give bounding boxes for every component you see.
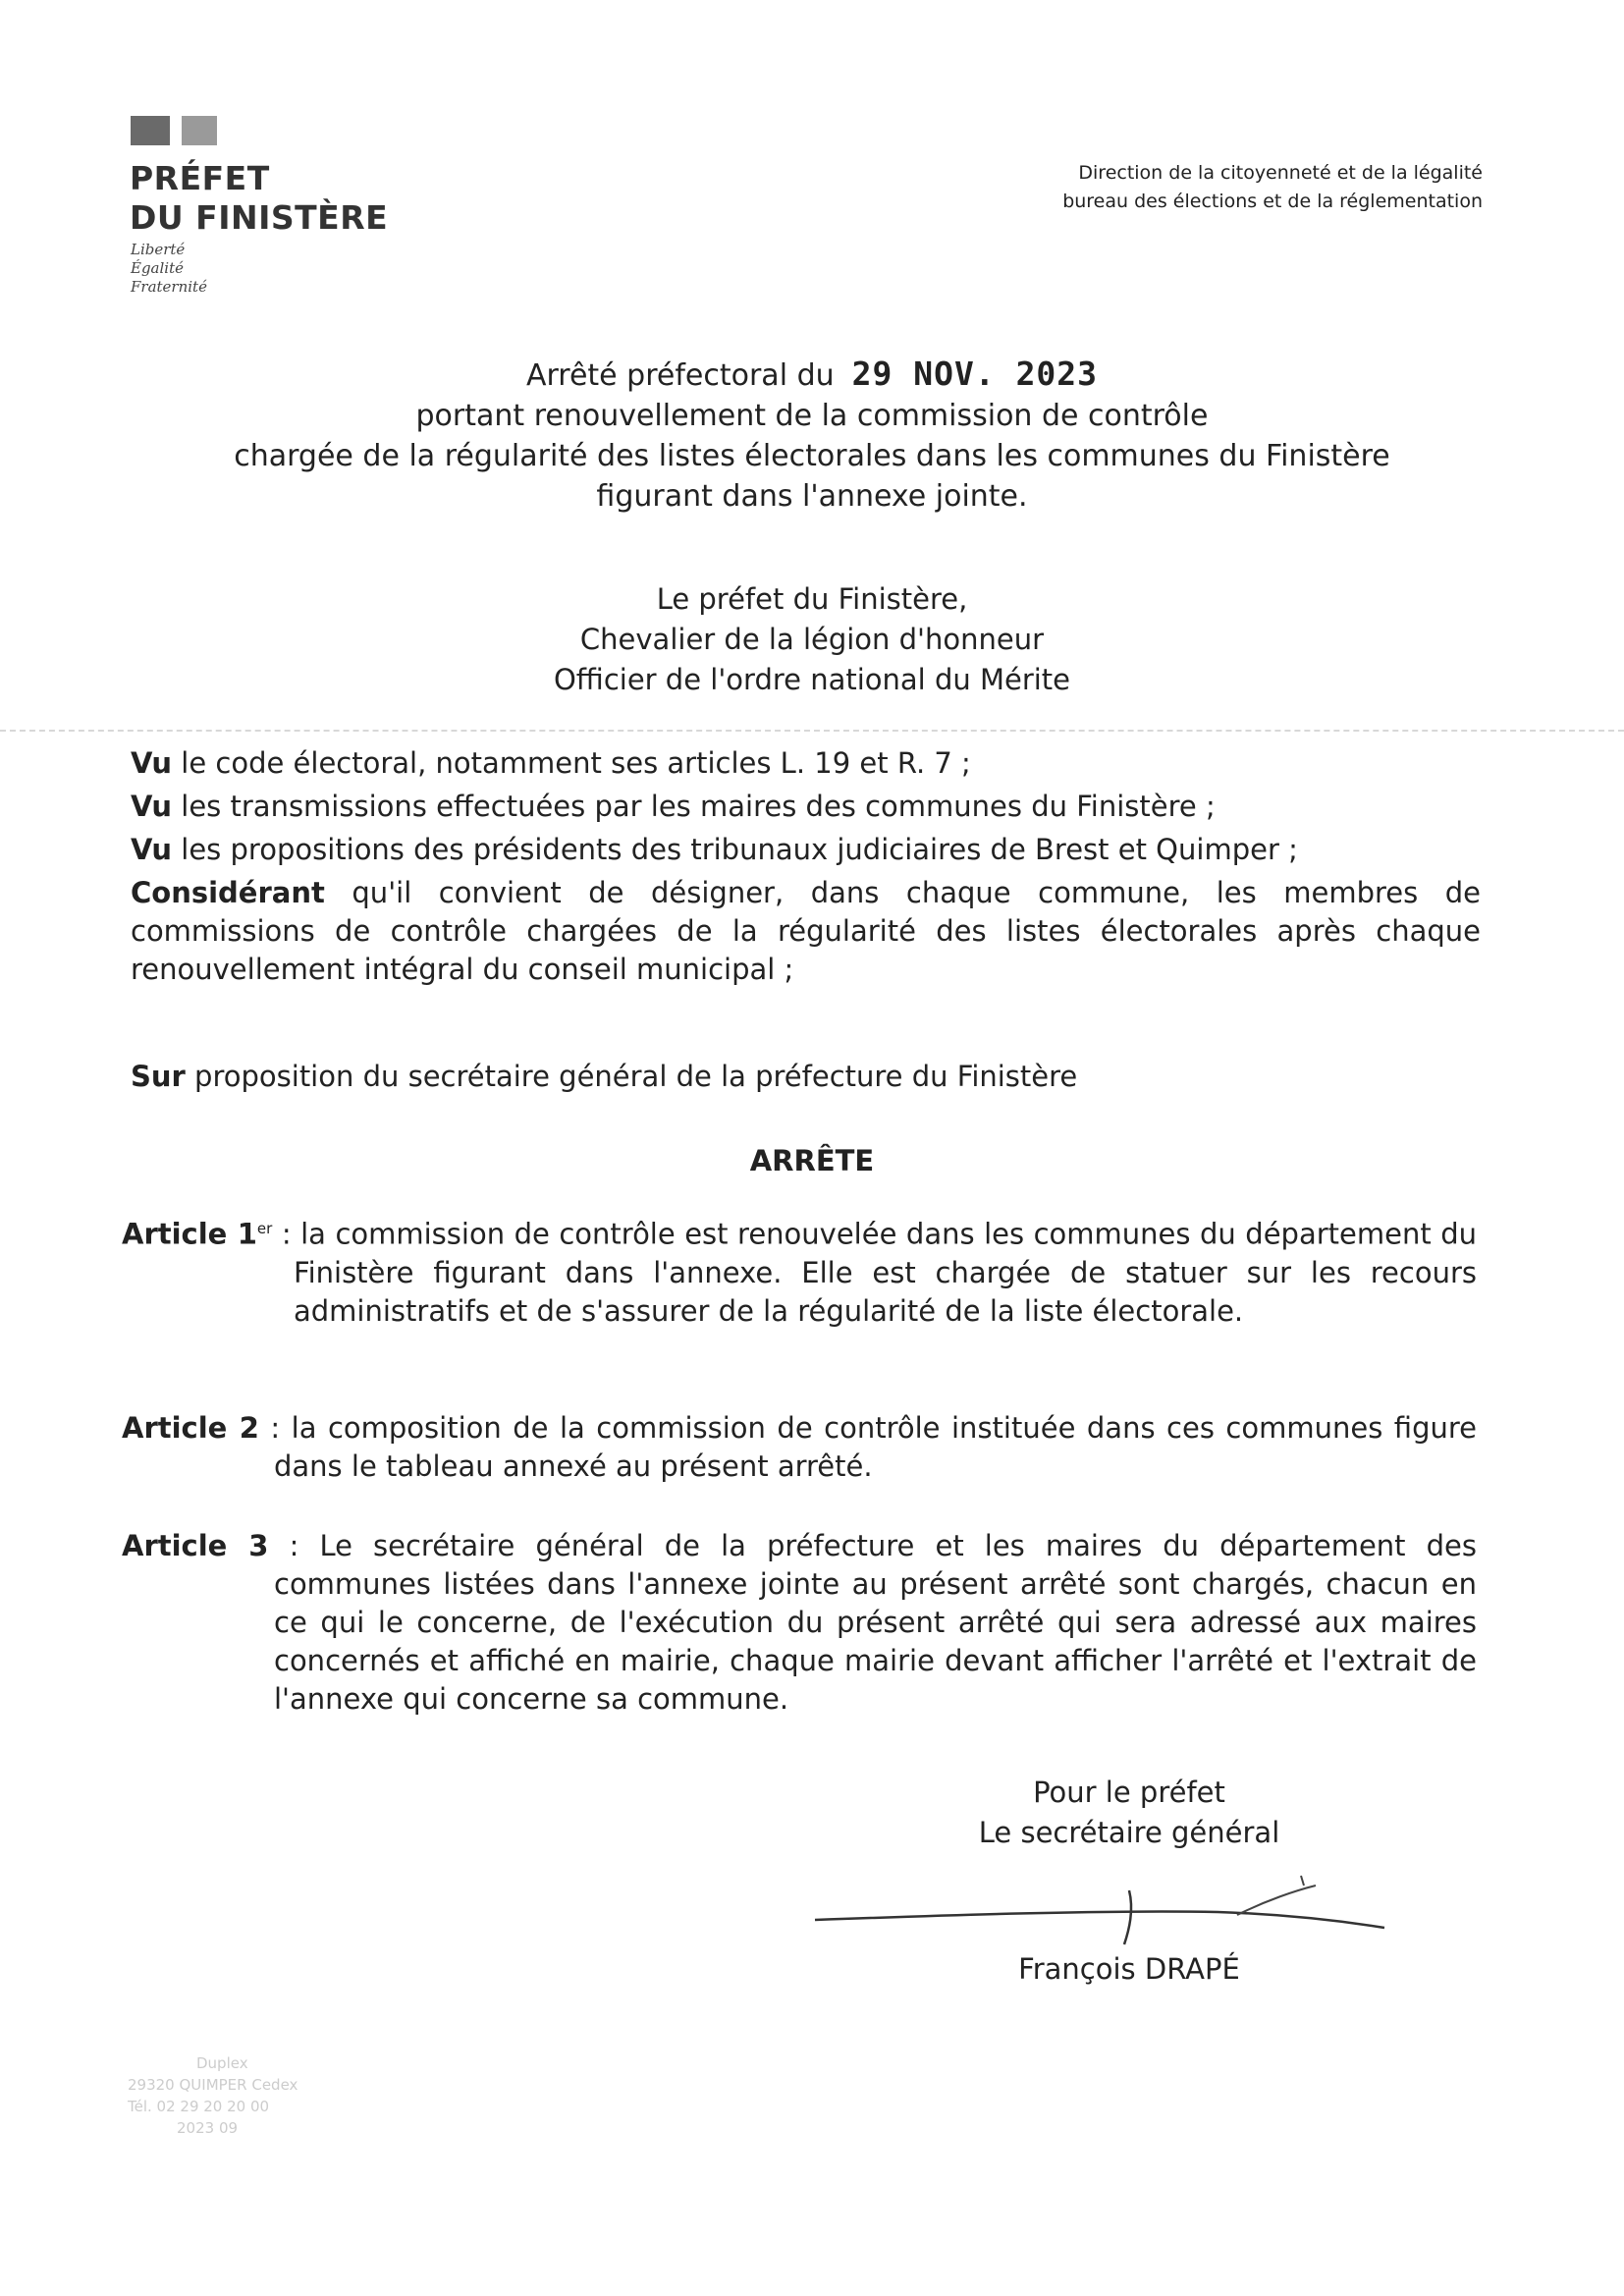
article-label: Article 2 (122, 1411, 259, 1445)
article-text: la commission de contrôle est renouvelée dans les communes du département du Finistère figurant dans l'annexe. Elle est chargée de statuer sur les recours administratifs et de s'assurer de la régularité de la liste électorale. (294, 1217, 1477, 1328)
motto (131, 241, 207, 297)
issuing-direction (1062, 159, 1483, 216)
handwritten-signature (805, 1871, 1394, 1959)
article-sep: : (272, 1217, 301, 1251)
prefect-titles (0, 579, 1624, 700)
motto-fraternite: Fraternité (131, 278, 207, 296)
prefect-line3: Officier de l'ordre national du Mérite (553, 663, 1071, 696)
motto-egalite: Égalité (131, 259, 184, 277)
article-1 (122, 1210, 1477, 1331)
date-stamp: 29 NOV. 2023 (851, 355, 1099, 393)
article-3 (122, 1527, 1477, 1719)
article-sup: er (256, 1220, 273, 1237)
visa-lead: Vu (131, 790, 173, 823)
visa-lead: Vu (131, 746, 173, 780)
proposal-text: proposition du secrétaire général de la préfecture du Finistère (185, 1060, 1078, 1093)
signatory-name: François DRAPÉ (1018, 1952, 1240, 1986)
proposal (131, 1058, 1481, 1096)
footer-line4: 2023 09 (177, 2119, 239, 2137)
visa-text: les propositions des présidents des tribunaux judiciaires de Brest et Quimper ; (172, 833, 1298, 866)
title-prefix: Arrêté préfectoral du (525, 358, 835, 393)
motto-liberte: Liberté (131, 241, 186, 258)
article-text: la composition de la commission de contrôle instituée dans ces communes figure dans le tableau annexé au présent arrêté. (274, 1411, 1477, 1483)
visa-1 (131, 744, 1481, 783)
visa-text: les transmissions effectuées par les maires des communes du Finistère ; (172, 790, 1216, 823)
visa-text: le code électoral, notamment ses articles L. 19 et R. 7 ; (172, 746, 971, 780)
article-2 (122, 1409, 1477, 1486)
document-title (0, 354, 1624, 517)
prefet-logo-title (130, 159, 388, 238)
visa-lead: Vu (131, 833, 173, 866)
article-label: Article 1 (122, 1217, 257, 1251)
title-line2: portant renouvellement de la commission de contrôle (415, 399, 1209, 433)
article-sep: : (258, 1411, 292, 1445)
article-sep: : (268, 1529, 320, 1562)
title-line3: chargée de la régularité des listes électorales dans les communes du Finistère (234, 439, 1390, 473)
scan-divider (0, 730, 1624, 732)
direction-line2: bureau des élections et de la réglementation (1062, 191, 1483, 212)
prefect-line2: Chevalier de la légion d'honneur (579, 623, 1045, 656)
footer-line3: Tél. 02 29 20 20 00 (128, 2098, 270, 2115)
footer-line2: 29320 QUIMPER Cedex (128, 2076, 298, 2094)
direction-line1: Direction de la citoyenneté et de la légalité (1078, 162, 1483, 184)
signature-line1: Pour le préfet (1033, 1776, 1225, 1809)
signature-block (962, 1773, 1296, 1853)
logo-title-line2: DU FINISTÈRE (130, 198, 389, 237)
article-label: Article 3 (122, 1529, 269, 1562)
visa-2 (131, 788, 1481, 826)
prefect-line1: Le préfet du Finistère, (656, 582, 968, 616)
footer-line1: Duplex (196, 2054, 248, 2072)
signature-line2: Le secrétaire général (978, 1816, 1280, 1849)
footer-address (128, 2052, 298, 2139)
visa-3 (131, 831, 1481, 869)
marianne-logo-icon (131, 116, 219, 145)
considerant-lead: Considérant (131, 876, 325, 909)
considerant (131, 874, 1481, 989)
title-line4: figurant dans l'annexe jointe. (596, 479, 1028, 514)
article-text: Le secrétaire général de la préfecture et les maires du département des communes listées dans l'annexe jointe au présent arrêté sont chargés, chacun en ce qui le concerne, de l'exécution du présent arrêté qui sera adressé aux maires concernés et affiché en mairie, chaque mairie devant afficher l'arrêté et l'extrait de l'annexe qui concerne sa commune. (274, 1529, 1477, 1716)
decision-heading: ARRÊTE (749, 1144, 875, 1177)
considerant-text: qu'il convient de désigner, dans chaque commune, les membres de commissions de contrôle chargées de la régularité des listes électorales après chaque renouvellement intégral du conseil municipal ; (131, 876, 1481, 986)
logo-title-line1: PRÉFET (130, 159, 270, 197)
proposal-lead: Sur (131, 1060, 186, 1093)
